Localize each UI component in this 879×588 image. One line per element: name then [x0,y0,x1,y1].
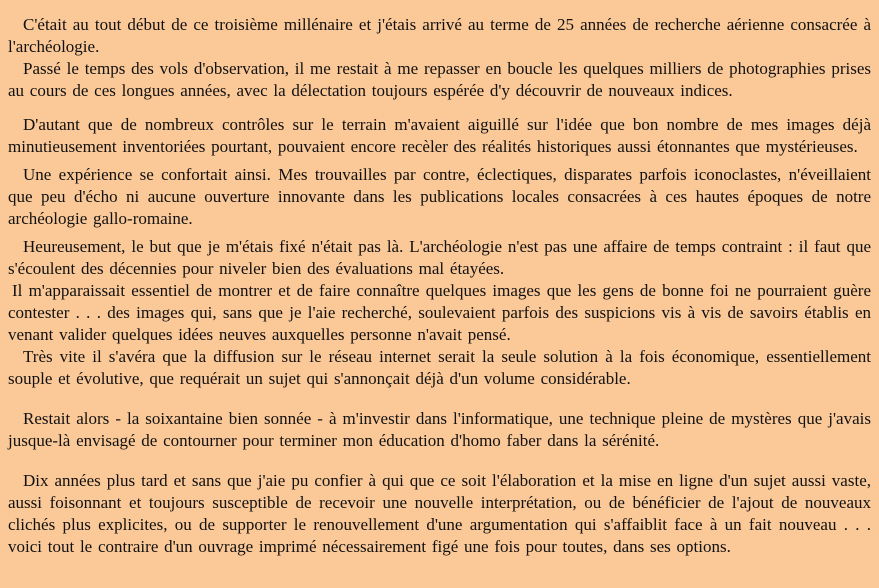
paragraph-experience: Une expérience se confortait ainsi. Mes trouvailles par contre, éclectiques, disparates parfois iconoclastes, n'éveillaient que peu d'écho ni aucune ouverture innovante dans les publications locales consacrées à ces hautes époques de notre archéologie gallo-romaine. [8,165,871,228]
paragraph-show-images: Il m'apparaissait essentiel de montrer et de faire connaître quelques images que les gens de bonne foi ne pourraient guère contester . . . des images qui, sans que je l'aie recherché, soulevaient parfois des suspicions vis à vis de savoirs établis en venant valider quelques idées neuves auxquelles personne n'avait pensé. [8,281,871,344]
paragraph-goal: Heureusement, le but que je m'étais fixé n'était pas là. L'archéologie n'est pas une affaire de temps contraint : il faut que s'écoulent des décennies pour niveler bien des évaluations mal étayées. [8,237,871,278]
paragraph-computing: Restait alors - la soixantaine bien sonnée - à m'investir dans l'informatique, une technique pleine de mystères que j'avais jusque-là envisagé de contourner pour terminer mon éducation d'homo faber dans la sérénité. [8,409,871,450]
paragraph-internet-diffusion: Très vite il s'avéra que la diffusion sur le réseau internet serait la seule solution à la fois économique, essentiellement souple et évolutive, que requérait un sujet qui s'annonçait déjà d'un volume considérable. [8,347,871,388]
paragraph-ten-years-later: Dix années plus tard et sans que j'aie pu confier à qui que ce soit l'élaboration et la mise en ligne d'un sujet aussi vaste, aussi foisonnant et toujours susceptible de recevoir une nouvelle interprétation, ou de bénéficier de l'ajout de nouveaux clichés plus explicites, ou de supporter le renouvellement d'une argumentation qui s'affaiblit face à un fait nouveau . . . voici tout le contraire d'un ouvrage imprimé nécessairement figé une fois pour toutes, dans ses options. [8,471,871,556]
paragraph-ground-checks: D'autant que de nombreux contrôles sur le terrain m'avaient aiguillé sur l'idée que bon nombre de mes images déjà minutieusement inventoriées pourtant, pouvaient encore recèler des réalités historiques aussi étonnantes que mystérieuses. [8,115,871,156]
paragraph-intro-millennium: C'était au tout début de ce troisième millénaire et j'étais arrivé au terme de 25 années de recherche aérienne consacrée à l'archéologie. [8,15,871,56]
paragraph-observation-flights: Passé le temps des vols d'observation, il me restait à me repasser en boucle les quelques milliers de photographies prises au cours de ces longues années, avec la délectation toujours espérée d'y découvrir de nouveaux indices. [8,59,871,100]
